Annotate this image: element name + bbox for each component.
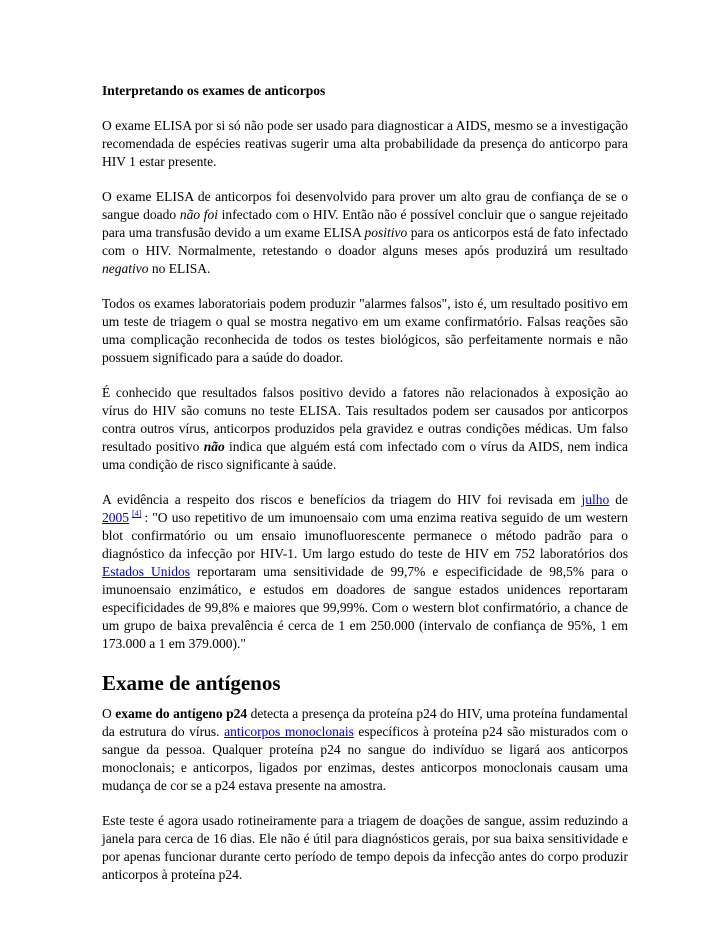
- text-run: infectado com o HIV. Então não é possível concluir que o sangue rejeitado para uma transfusão devido a um exame ELISA: [102, 207, 628, 240]
- emphasis-text: não foi: [179, 207, 219, 222]
- text-run: detecta a presença da proteína p24 do HIV, uma proteína fundamental da estrutura do vírus.: [102, 706, 628, 739]
- paragraph-elisa-intro: O exame ELISA por si só não pode ser usado para diagnosticar a AIDS, mesmo se a investigação recomendada de espécies reativas sugerir uma alta probabilidade da presença do anticorpo para HIV 1 estar presente.: [102, 118, 628, 169]
- paragraph-false-alarms: Todos os exames laboratoriais podem produzir "alarmes falsos", isto é, um resultado positivo em um teste de triagem o qual se mostra negativo em um exame confirmatório. Falsas reações são uma complicação reconhecida de todos os testes biológicos, são perfeitamente normais e não possuem significado para a saúde do doador.: [102, 296, 628, 365]
- document-page: [102, 82, 628, 901]
- paragraph-evidence: [102, 491, 628, 653]
- text-run: específicos à proteína p24 são misturados com o sangue da pessoa. Qualquer proteína p24 no sangue do indivíduo se ligará aos anticorpos monoclonais; e anticorpos, ligados por enzimas, destes anticorpos monoclonais causam uma mudança de cor se a p24 estava presente na amostra.: [102, 724, 628, 793]
- section-title-anticorpos: Interpretando os exames de anticorpos: [102, 83, 326, 98]
- text-run: : "O uso repetitivo de um imunoensaio com uma enzima reativa seguido de um western blot confirmatório ou um ensaio imunofluorescente permanece o método padrão para o diagnóstico da infecção por HIV-1. Um largo estudo do teste de HIV em 752 laboratórios dos: [102, 510, 628, 561]
- emphasis-text: negativo: [102, 261, 149, 276]
- reference-sup: [129, 509, 144, 518]
- text-run: de: [609, 492, 628, 507]
- text-run: indica que alguém está com infectado com o vírus da AIDS, nem indica uma condição de risco significante à saúde.: [102, 439, 628, 472]
- reference-link[interactable]: [4]: [132, 509, 142, 518]
- text-run: A evidência a respeito dos riscos e benefícios da triagem do HIV foi revisada em: [102, 492, 582, 507]
- link-estados-unidos[interactable]: Estados Unidos: [102, 564, 190, 579]
- paragraph-p24: [102, 705, 628, 795]
- emphasis-text: não: [203, 439, 225, 454]
- text-run: reportaram uma sensitividade de 99,7% e especificidade de 98,5% para o imunoensaio enzimático, e estudos em doadores de sangue estados unidences reportaram especificidades de 99,8% e maiores que 99,99%. Com o western blot confirmatório, a chance de um grupo de baixa prevalência é cerca de 1 em 250.000 (intervalo de confiança de 95%, 1 em 173.000 a 1 em 379.000).": [102, 564, 629, 651]
- paragraph-elisa-confidence: [102, 188, 628, 278]
- bold-term: exame do antígeno p24: [115, 706, 248, 721]
- emphasis-text: positivo: [364, 225, 408, 240]
- text-run: O: [102, 706, 116, 721]
- text-run: para os anticorpos está de fato infectado com o HIV. Normalmente, retestando o doador alguns meses após produzirá um resultado: [102, 225, 628, 258]
- link-anticorpos-monoclonais[interactable]: anticorpos monoclonais: [224, 724, 354, 739]
- text-run: no ELISA.: [148, 261, 211, 276]
- link-julho[interactable]: julho: [581, 492, 610, 507]
- paragraph-false-positives: [102, 384, 628, 474]
- text-run: O exame ELISA de anticorpos foi desenvolvido para prover um alto grau de confiança de se o sangue doado: [102, 189, 628, 222]
- section-title-antigenos: Exame de antígenos: [102, 671, 281, 695]
- link-2005[interactable]: 2005: [102, 510, 129, 525]
- paragraph-p24-routine: Este teste é agora usado rotineiramente para a triagem de doações de sangue, assim reduzindo a janela para cerca de 16 dias. Ele não é útil para diagnósticos gerais, por sua baixa sensitividade e por apenas funcionar durante certo período de tempo depois da infecção antes do corpo produzir anticorpos à proteína p24.: [102, 813, 628, 882]
- text-run: É conhecido que resultados falsos positivo devido a fatores não relacionados à exposição ao vírus do HIV são comuns no teste ELISA. Tais resultados podem ser causados por anticorpos contra outros vírus, anticorpos produzidos pela gravidez e outras condições médicas. Um falso resultado positivo: [102, 385, 628, 454]
